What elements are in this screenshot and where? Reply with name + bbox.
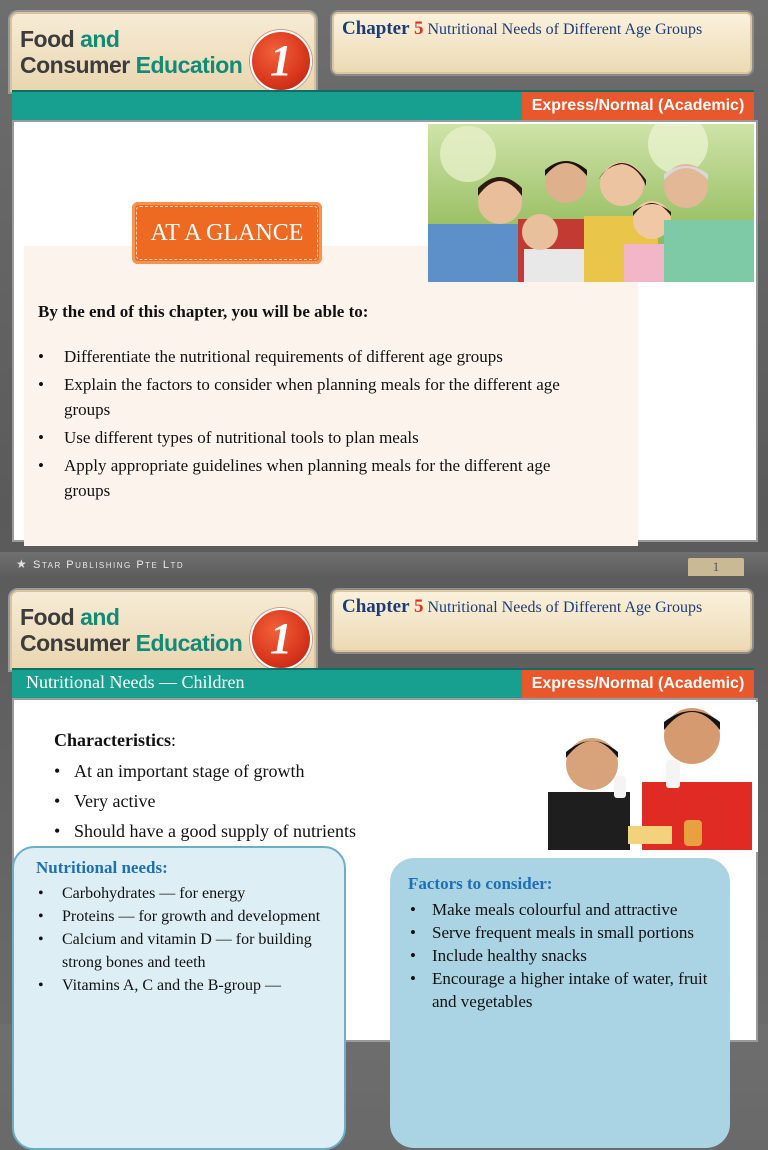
list-item: • Should have a good supply of nutrients xyxy=(54,816,356,846)
list-item: • Carbohydrates — for energy xyxy=(36,882,336,905)
list-item: • Include healthy snacks xyxy=(408,944,726,967)
list-item: • Encourage a higher intake of water, fruit and vegetables xyxy=(408,967,726,1013)
nutritional-needs-box xyxy=(12,846,346,1150)
list-item: • Proteins — for growth and development xyxy=(36,905,336,928)
factors-title: Factors to consider: xyxy=(408,874,553,893)
needs-title: Nutritional needs: xyxy=(36,858,168,877)
list-item: • Apply appropriate guidelines when planning meals for the different age groups xyxy=(36,453,596,503)
objectives-intro: By the end of this chapter, you will be able to: xyxy=(38,302,369,321)
family-photo xyxy=(428,124,754,282)
chapter-title: Nutritional Needs of Different Age Groups xyxy=(427,21,703,38)
footer-bar xyxy=(0,552,768,578)
at-a-glance-button[interactable]: AT A GLANCE xyxy=(132,202,322,264)
book-title: Food and Consumer Education xyxy=(20,604,243,656)
slide-title: Nutritional Needs — Children xyxy=(26,672,245,692)
chapter-title: Nutritional Needs of Different Age Groups xyxy=(427,599,703,616)
children-drinking-photo xyxy=(544,702,758,852)
objectives-list xyxy=(36,344,596,506)
list-item: • Very active xyxy=(54,786,356,816)
slide-2 xyxy=(0,578,768,1024)
chapter-header: Chapter 5 Nutritional Needs of Different Age Groups xyxy=(330,10,754,76)
level-badge: Express/Normal (Academic) xyxy=(522,670,754,698)
book-logo xyxy=(8,10,318,94)
list-item: • Calcium and vitamin D — for building strong bones and teeth xyxy=(36,928,336,974)
list-item: • Serve frequent meals in small portions xyxy=(408,921,726,944)
publisher-name: ★ Star Publishing Pte Ltd xyxy=(16,557,185,571)
list-item: • Vitamins A, C and the B-group — xyxy=(36,974,336,997)
characteristics-heading: Characteristics: xyxy=(54,730,176,750)
list-item: • Differentiate the nutritional requirements of different age groups xyxy=(36,344,596,369)
title-band xyxy=(12,668,754,698)
factors-list xyxy=(408,898,726,1013)
list-item: • At an important stage of growth xyxy=(54,756,356,786)
book-number-badge: 1 xyxy=(250,30,312,92)
list-item: • Use different types of nutritional tools to plan meals xyxy=(36,425,596,450)
needs-list xyxy=(36,882,336,997)
book-title: Food and Consumer Education xyxy=(20,26,243,78)
list-item: • Explain the factors to consider when planning meals for the different age groups xyxy=(36,372,596,422)
level-badge: Express/Normal (Academic) xyxy=(522,92,754,120)
title-band xyxy=(12,90,754,120)
star-logo-icon: ★ xyxy=(16,557,29,571)
page-number: 1 xyxy=(688,558,744,576)
factors-box xyxy=(390,858,730,1148)
book-logo xyxy=(8,588,318,672)
list-item: • Make meals colourful and attractive xyxy=(408,898,726,921)
chapter-header: Chapter 5 Nutritional Needs of Different Age Groups xyxy=(330,588,754,654)
slide-1 xyxy=(0,0,768,548)
characteristics-list xyxy=(54,756,356,846)
book-number-badge: 1 xyxy=(250,608,312,670)
slide-content xyxy=(12,120,758,542)
